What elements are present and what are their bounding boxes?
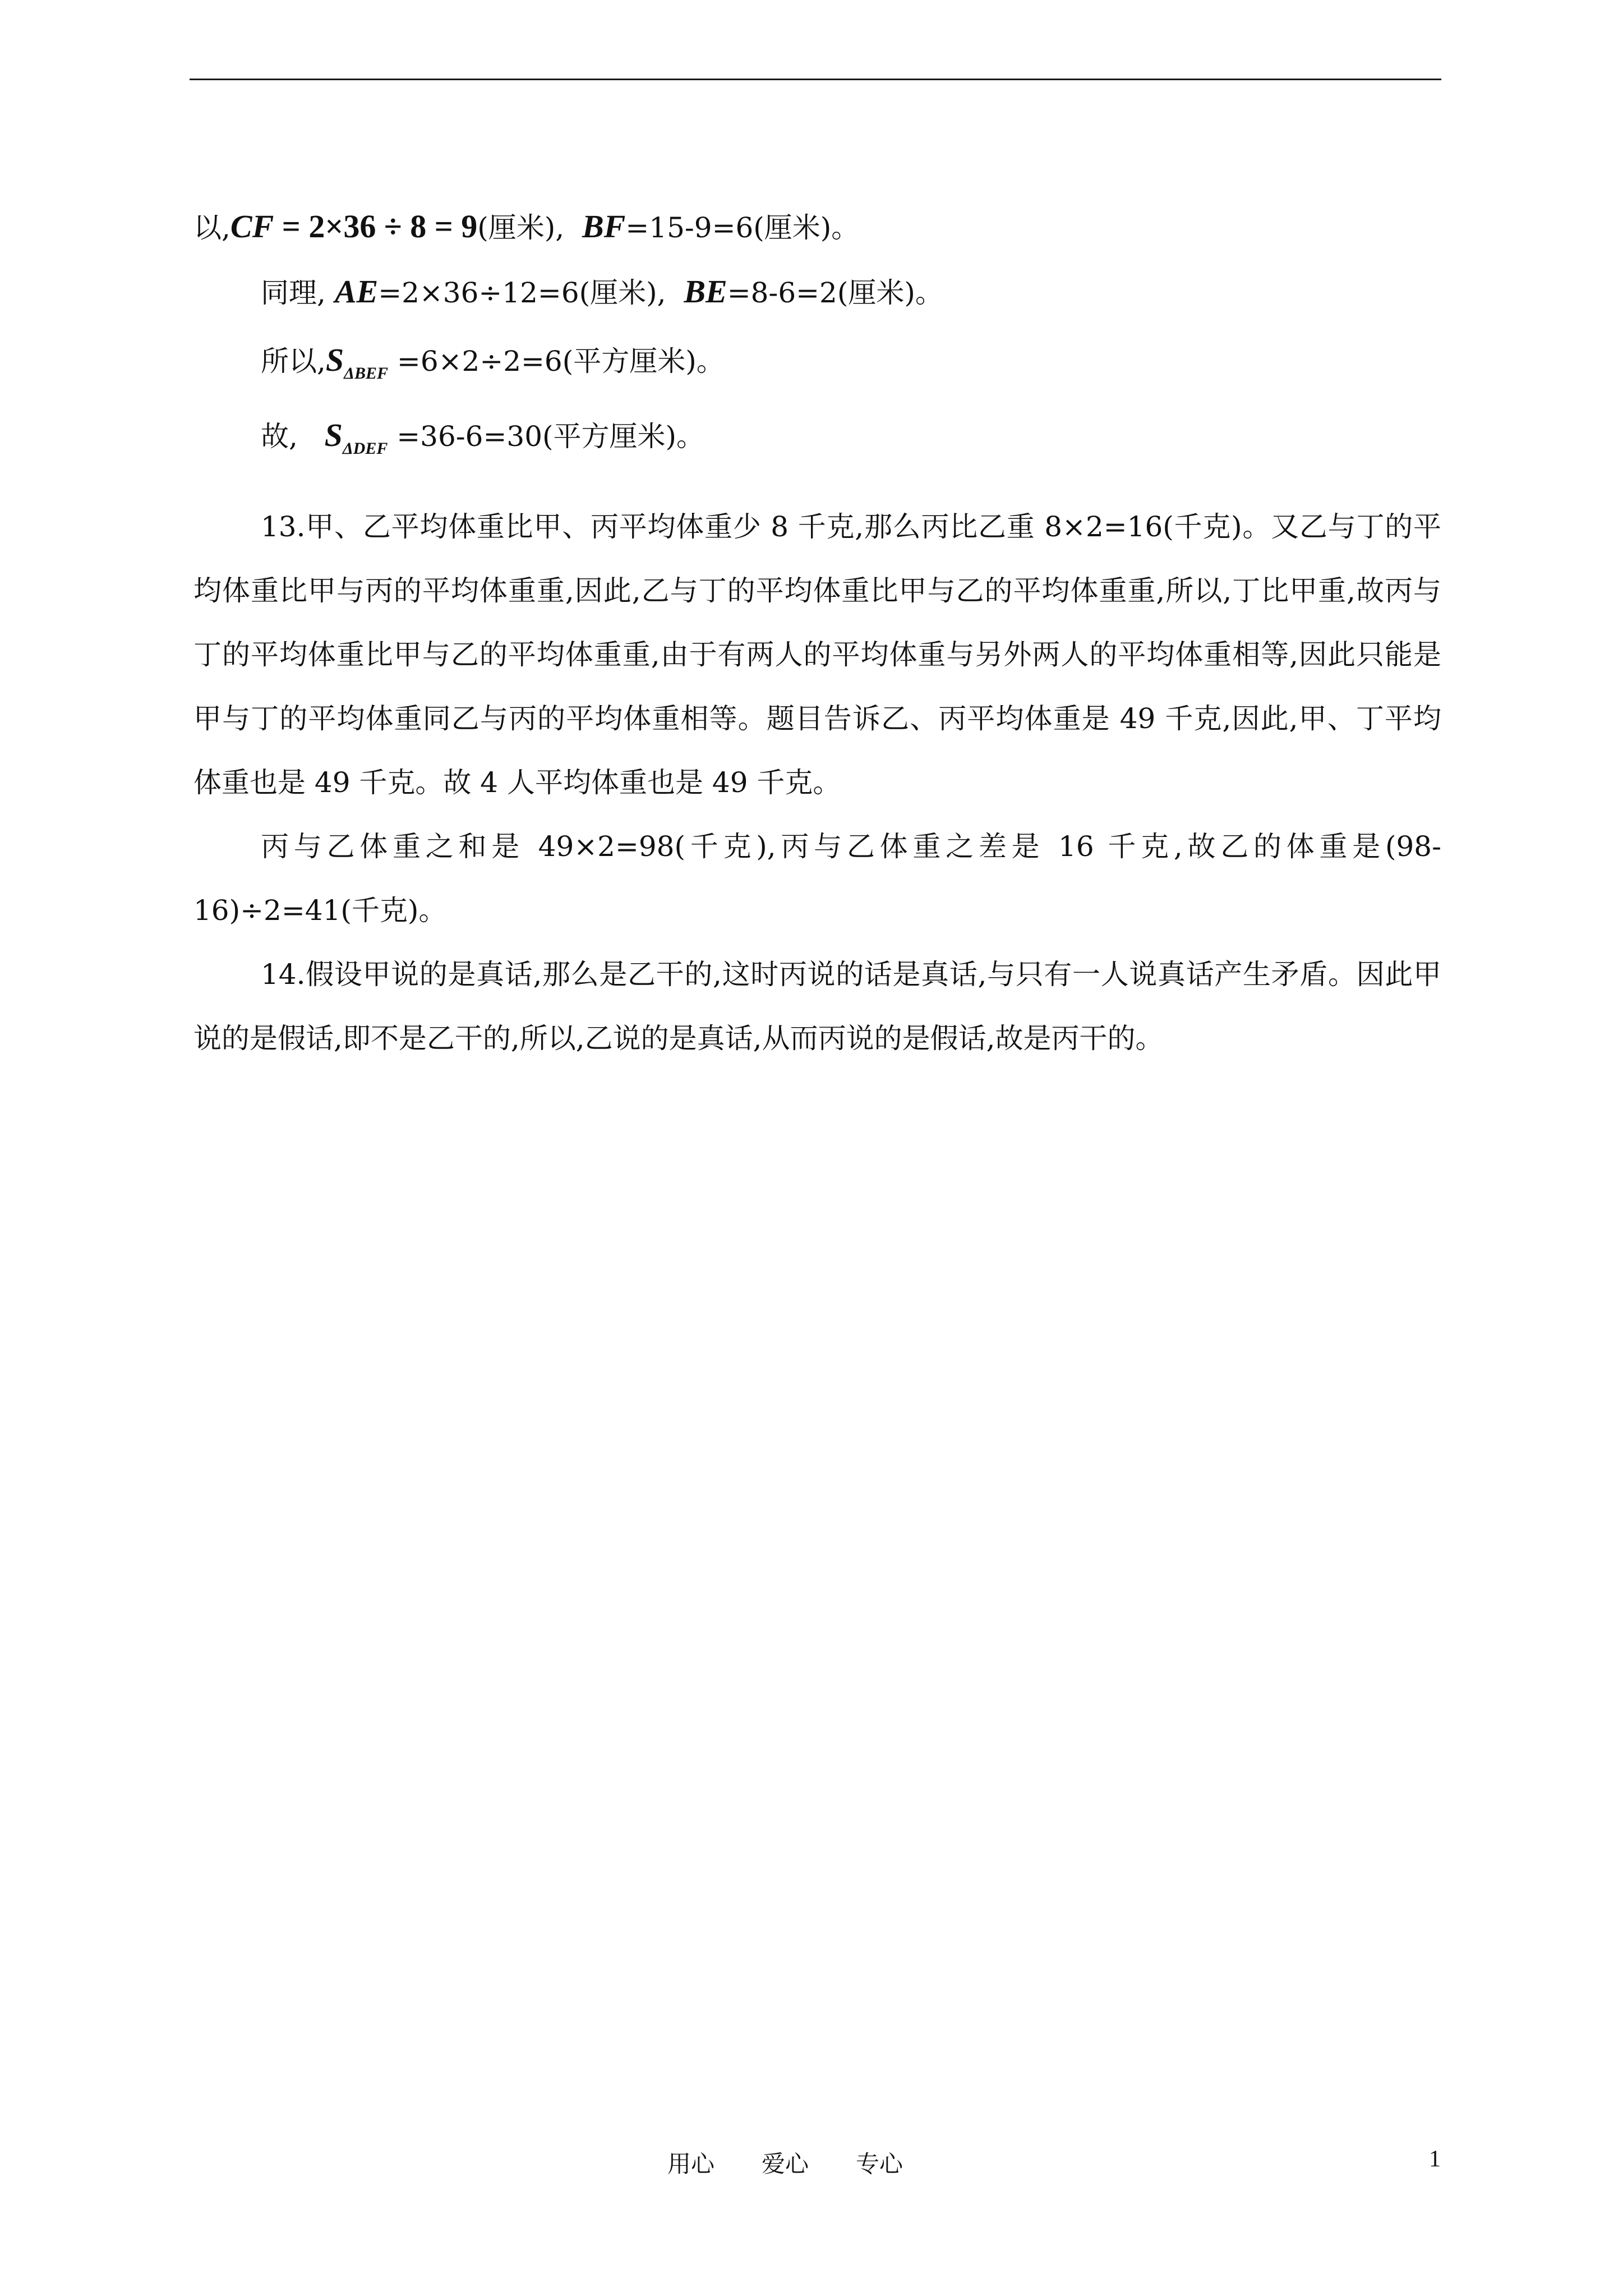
math-ae: AE bbox=[334, 273, 379, 310]
answer-14-paragraph bbox=[193, 942, 1441, 1070]
math-subscript-bef: ΔBEF bbox=[344, 364, 389, 383]
text-s-def-result: =36-6=30(平方厘米)。 bbox=[396, 420, 705, 453]
text-prefix: 以, bbox=[193, 211, 230, 244]
answer-13-text: 13.甲、乙平均体重比甲、丙平均体重少 8 千克,那么丙比乙重 8×2=16(千克)。又乙与丁的平均体重比甲与丙的平均体重重,因此,乙与丁的平均体重比甲与乙的平均体重重,所以,丁比甲重,故丙与丁的平均体重比甲与乙的平均体重重,由于有两人的平均体重与另外两人的平均体重相等,因此只能是甲与丁的平均体重同乙与丙的平均体重相等。题目告诉乙、丙平均体重是 49 千克,因此,甲、丁平均体重也是 49 千克。故 4 人平均体重也是 49 千克。 bbox=[193, 510, 1441, 799]
footer-motto: 用心 爱心 专心 bbox=[667, 2150, 903, 2178]
math-be: BE bbox=[684, 273, 727, 310]
answer-13-paragraph-2 bbox=[193, 815, 1441, 942]
text-prefix: 同理, bbox=[261, 277, 326, 309]
math-bf: BF bbox=[582, 208, 626, 245]
text-prefix: 所以, bbox=[261, 345, 326, 378]
header-rule bbox=[190, 79, 1441, 80]
answer-14-text: 14.假设甲说的是真话,那么是乙干的,这时丙说的话是真话,与只有一人说真话产生矛盾。因此甲说的是假话,即不是乙干的,所以,乙说的是真话,从而丙说的是假话,故是丙干的。 bbox=[193, 958, 1441, 1055]
text-ae-result: =2×36÷12=6(厘米), bbox=[378, 277, 666, 309]
page-number: 1 bbox=[1429, 2146, 1441, 2172]
math-s: S bbox=[324, 417, 343, 453]
math-cf-expression: = 2×36 ÷ 8 = 9 bbox=[274, 208, 478, 245]
text-cf-unit: (厘米), bbox=[477, 211, 565, 244]
derivation-line-cf-bf bbox=[193, 202, 859, 252]
text-bf-result: =15-9=6(厘米)。 bbox=[625, 211, 860, 244]
math-subscript-def: ΔDEF bbox=[342, 439, 388, 458]
text-be-result: =8-6=2(厘米)。 bbox=[727, 277, 943, 309]
derivation-line-s-def bbox=[193, 411, 704, 473]
derivation-line-s-bef bbox=[193, 335, 725, 398]
text-prefix: 故, bbox=[261, 420, 298, 453]
text-s-bef-result: =6×2÷2=6(平方厘米)。 bbox=[396, 345, 725, 378]
math-s: S bbox=[325, 342, 344, 378]
answer-13-paragraph-1 bbox=[193, 495, 1441, 815]
answer-13-weight-text: 丙与乙体重之和是 49×2=98(千克),丙与乙体重之差是 16 千克,故乙的体重是(98-16)÷2=41(千克)。 bbox=[193, 830, 1441, 927]
derivation-line-ae-be bbox=[193, 267, 943, 318]
math-cf: CF bbox=[230, 208, 274, 245]
